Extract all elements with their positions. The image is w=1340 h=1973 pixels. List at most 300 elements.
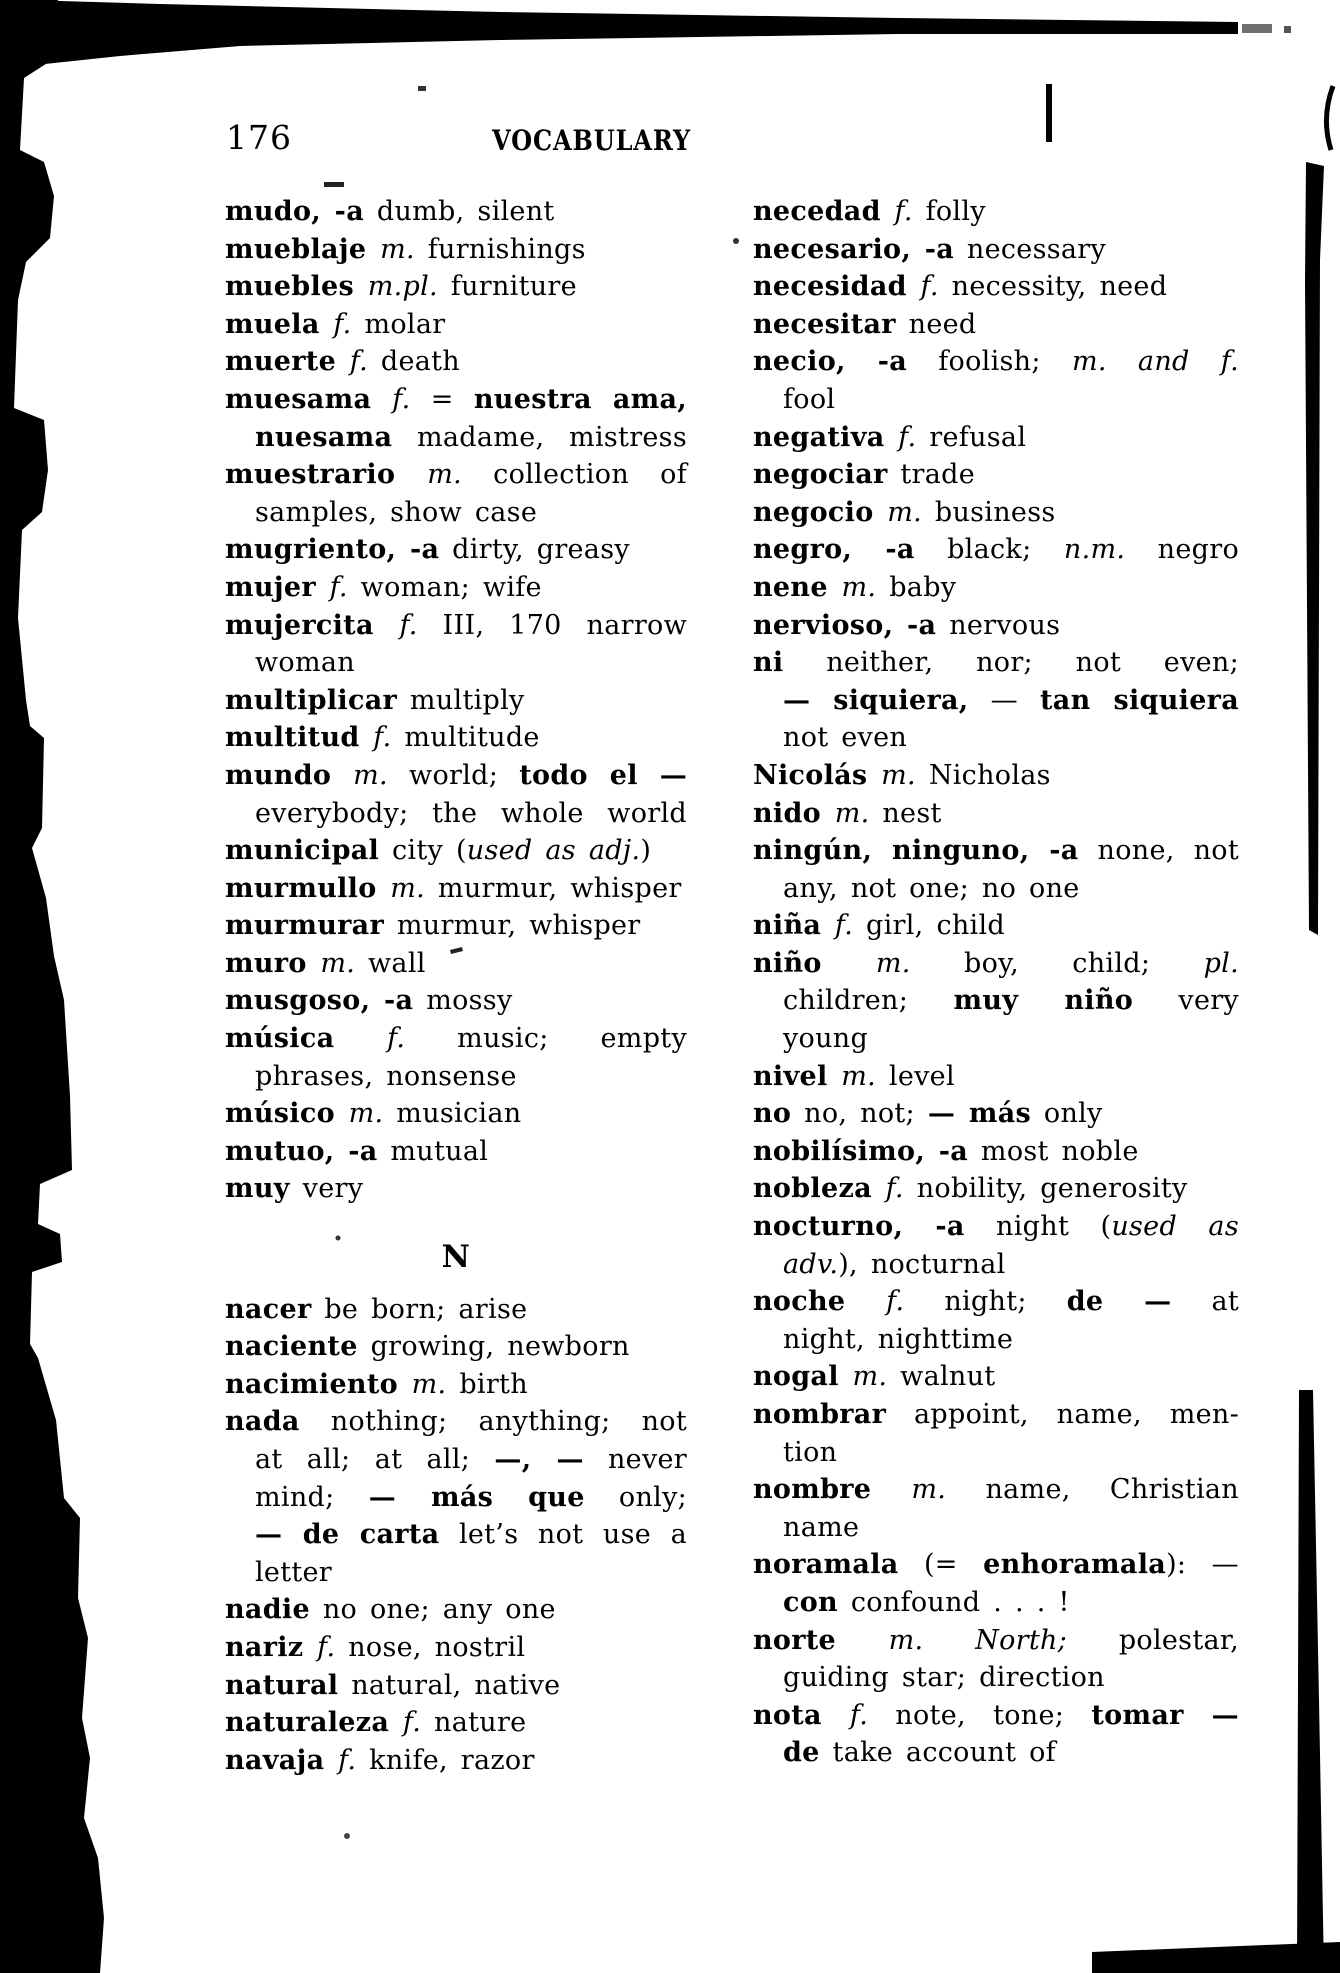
text-segment: f.	[885, 1173, 904, 1205]
text-segment: used as adj.	[466, 835, 641, 867]
text-segment: appoint, name, men-	[886, 1399, 1239, 1430]
text-segment: refusal	[916, 421, 1027, 453]
text-segment: nest	[869, 797, 942, 829]
scan-artifact-bottom-bar	[1092, 1942, 1340, 1973]
text-segment: very	[1133, 985, 1239, 1017]
entry-line	[753, 607, 1239, 645]
entry-line	[753, 1358, 1239, 1396]
entry-line	[753, 1208, 1239, 1246]
entry-line	[225, 1704, 687, 1742]
entry-line	[753, 1697, 1239, 1735]
text-segment: m.	[320, 947, 356, 979]
text-segment: negativa	[753, 421, 899, 453]
entry-line	[225, 1629, 687, 1667]
text-segment: nariz	[225, 1631, 318, 1663]
entry-continuation-line	[225, 644, 687, 682]
entry-line	[225, 1742, 687, 1780]
text-segment: de —	[1066, 1286, 1172, 1318]
text-segment: m.	[427, 459, 463, 491]
entry-line	[225, 907, 687, 945]
page-number: 176	[226, 118, 292, 157]
text-segment: =	[410, 383, 474, 415]
text-segment: name	[783, 1511, 860, 1543]
entry-continuation-line	[753, 1509, 1239, 1547]
text-segment: no	[753, 1098, 792, 1130]
text-segment: multiplicar	[225, 684, 398, 716]
text-segment: folly	[912, 196, 986, 227]
scan-artifact-right-line-lower	[1297, 1390, 1324, 1973]
text-segment: muebles	[225, 271, 368, 303]
text-segment: m.	[841, 1060, 877, 1092]
entry-line	[753, 569, 1239, 607]
text-segment: woman	[255, 647, 355, 679]
text-segment: tan siquiera	[1040, 684, 1239, 716]
scan-speck	[324, 182, 344, 187]
entry-continuation-line	[753, 1020, 1239, 1058]
entry-continuation-line	[753, 719, 1239, 757]
text-segment: f.	[317, 1631, 336, 1663]
text-segment: furnishings	[414, 233, 586, 265]
text-segment: walnut	[887, 1361, 996, 1393]
entry-line	[753, 1396, 1239, 1434]
text-segment: mundo	[225, 759, 354, 791]
text-segment: nogal	[753, 1361, 853, 1393]
text-segment: ningún, ninguno, -a	[753, 835, 1079, 867]
entry-line	[753, 268, 1239, 306]
text-segment: niña	[753, 910, 835, 942]
entry-line	[225, 982, 687, 1020]
dictionary-column-left	[225, 193, 687, 1779]
text-segment: letter	[255, 1556, 332, 1588]
entry-continuation-line	[753, 1584, 1239, 1622]
scan-speck	[733, 238, 739, 244]
text-segment: f.	[333, 308, 352, 340]
entry-continuation-line	[753, 381, 1239, 419]
entry-line	[225, 1591, 687, 1629]
scan-artifact-header-tick	[1046, 84, 1052, 142]
text-segment: trade	[887, 459, 976, 491]
text-segment: everybody; the whole world	[255, 797, 687, 829]
text-segment: f.	[894, 196, 913, 227]
entry-continuation-line	[225, 1058, 687, 1096]
text-segment: nervous	[936, 609, 1061, 641]
text-segment: nacer	[225, 1293, 312, 1325]
text-segment: natural	[225, 1669, 339, 1701]
entry-line	[753, 832, 1239, 870]
text-segment: mugriento, -a	[225, 534, 440, 566]
text-segment: tomar —	[1091, 1699, 1239, 1731]
entry-continuation-line	[753, 1246, 1239, 1284]
text-segment: III, 170 narrow	[417, 609, 688, 641]
text-segment: mind;	[255, 1481, 369, 1513]
text-segment: night;	[904, 1286, 1067, 1318]
text-segment: nombre	[753, 1474, 912, 1506]
text-segment: woman; wife	[347, 571, 542, 603]
entry-continuation-line	[753, 1321, 1239, 1359]
entry-line	[225, 1020, 687, 1058]
text-segment: f.	[886, 1286, 905, 1318]
text-segment: at all; at all;	[255, 1444, 495, 1475]
entry-line	[225, 1328, 687, 1366]
text-segment: — más	[927, 1098, 1031, 1130]
entry-continuation-line	[753, 870, 1239, 908]
text-segment: used as	[1111, 1211, 1239, 1243]
text-segment: f.	[399, 609, 418, 641]
dictionary-column-right	[753, 193, 1239, 1772]
text-segment: fool	[783, 383, 836, 415]
entry-line	[225, 306, 687, 344]
text-segment: musgoso, -a	[225, 985, 414, 1017]
text-segment: girl, child	[853, 910, 1006, 942]
text-segment: n.m.	[1063, 534, 1126, 566]
text-segment: nose, nostril	[335, 1631, 526, 1663]
text-segment: )	[640, 835, 652, 867]
entry-line	[753, 1133, 1239, 1171]
text-segment: muestrario	[225, 459, 428, 491]
entry-line	[225, 1366, 687, 1404]
text-segment: children;	[783, 985, 954, 1017]
entry-line	[753, 419, 1239, 457]
text-segment: confound . . . !	[837, 1586, 1070, 1618]
text-segment: f.	[849, 1699, 869, 1731]
text-segment: no one; any one	[309, 1594, 556, 1626]
text-segment: mujer	[225, 571, 330, 603]
text-segment: f.	[834, 910, 854, 942]
entry-line	[225, 719, 687, 757]
text-segment: nervioso, -a	[753, 609, 937, 641]
text-segment: madame, mistress	[392, 421, 687, 453]
entry-line	[753, 644, 1239, 682]
text-segment: muy niño	[953, 985, 1134, 1017]
text-segment: business	[922, 496, 1056, 528]
entry-line	[225, 569, 687, 607]
text-segment: muro	[225, 947, 321, 979]
text-segment: nothing; anything; not	[299, 1406, 687, 1438]
text-segment: any, not one; no one	[783, 872, 1080, 904]
text-segment: necessity, need	[938, 271, 1168, 303]
text-segment: con	[783, 1586, 838, 1618]
text-segment: murmur, whisper	[425, 872, 682, 904]
entry-line	[225, 1403, 687, 1441]
text-segment: naciente	[225, 1331, 358, 1363]
text-segment	[923, 1625, 975, 1656]
text-segment: only;	[584, 1481, 688, 1513]
text-segment: m.	[834, 797, 870, 829]
entry-continuation-line	[753, 1659, 1239, 1697]
text-segment: nacimiento	[225, 1368, 412, 1400]
text-segment: nadie	[225, 1594, 310, 1626]
entry-line	[225, 1667, 687, 1705]
entry-line	[753, 306, 1239, 344]
entry-continuation-line	[753, 982, 1239, 1020]
text-segment: music; empty	[405, 1023, 687, 1055]
text-segment: adv.	[783, 1248, 839, 1280]
text-segment: multitude	[391, 722, 540, 754]
entry-line	[225, 1095, 687, 1133]
text-segment: neither, nor; not even;	[783, 647, 1239, 679]
text-segment: negocio	[753, 496, 888, 528]
text-segment: f.	[392, 383, 411, 415]
entry-line	[225, 607, 687, 645]
entry-line	[753, 1471, 1239, 1509]
text-segment: nada	[225, 1406, 300, 1438]
text-segment: wall	[355, 947, 426, 979]
scan-artifact-top-bar-dash	[1242, 24, 1272, 33]
text-segment: growing, newborn	[357, 1331, 630, 1363]
text-segment: ni	[753, 647, 784, 679]
text-segment: negro	[1125, 534, 1239, 566]
text-segment: música	[225, 1023, 388, 1055]
text-segment: never	[583, 1444, 687, 1475]
text-segment: Nicholas	[915, 759, 1051, 791]
entry-line	[753, 231, 1239, 269]
text-segment: negro, -a	[753, 534, 915, 566]
scan-speck	[344, 1833, 350, 1839]
section-heading: N	[441, 1239, 471, 1276]
text-segment: musician	[383, 1098, 522, 1130]
text-segment: take account of	[819, 1737, 1056, 1769]
text-segment: black;	[914, 534, 1064, 566]
entry-line	[753, 1058, 1239, 1096]
text-segment: —	[968, 684, 1041, 716]
entry-continuation-line	[753, 682, 1239, 720]
text-segment: phrases, nonsense	[255, 1060, 517, 1092]
text-segment: muela	[225, 308, 334, 340]
text-segment: (=	[898, 1549, 984, 1581]
text-segment: necedad	[753, 196, 895, 227]
text-segment: young	[783, 1023, 869, 1055]
text-segment: nuesama	[255, 421, 393, 453]
text-segment: murmur, whisper	[383, 910, 641, 942]
text-segment: nobility, generosity	[903, 1173, 1188, 1205]
text-segment: murmullo	[225, 872, 391, 904]
entry-line	[753, 1095, 1239, 1133]
scan-artifact-corner-mark	[1326, 86, 1333, 150]
text-segment: muesama	[225, 383, 393, 415]
text-segment: nobilísimo, -a	[753, 1135, 969, 1167]
text-segment: necesitar	[753, 308, 896, 340]
text-segment: f.	[920, 271, 939, 303]
text-segment: night (	[964, 1211, 1112, 1243]
text-segment: — siquiera,	[783, 684, 969, 716]
text-segment: f.	[898, 421, 917, 453]
text-segment: level	[876, 1060, 955, 1092]
entry-line	[753, 193, 1239, 231]
text-segment: muerte	[225, 346, 350, 378]
text-segment: none, not	[1078, 835, 1239, 867]
text-segment: dumb, silent	[364, 196, 555, 227]
text-segment: mudo, -a	[225, 196, 364, 227]
text-segment: músico	[225, 1098, 349, 1130]
text-segment: mujercita	[225, 609, 400, 641]
text-segment: need	[895, 308, 977, 340]
text-segment: at	[1171, 1286, 1239, 1318]
text-segment: mutuo, -a	[225, 1135, 378, 1167]
text-segment: name, Christian	[946, 1474, 1239, 1506]
entry-line	[753, 1622, 1239, 1660]
entry-line	[225, 1291, 687, 1329]
entry-continuation-line	[753, 1434, 1239, 1472]
entry-line	[225, 757, 687, 795]
entry-line	[753, 343, 1239, 381]
text-segment: de	[783, 1737, 820, 1769]
text-segment: navaja	[225, 1744, 339, 1776]
text-segment: tion	[783, 1436, 838, 1468]
text-segment: no, not;	[791, 1098, 928, 1130]
text-segment: mutual	[377, 1135, 489, 1167]
text-segment: m.	[852, 1361, 888, 1393]
text-segment: knife, razor	[356, 1744, 535, 1776]
text-segment: f.	[373, 722, 392, 754]
text-segment: Nicolás	[753, 759, 882, 791]
text-segment: boy, child;	[910, 947, 1204, 979]
text-segment: f.	[338, 1744, 357, 1776]
text-segment: polestar,	[1067, 1624, 1240, 1656]
text-segment: m.	[841, 571, 877, 603]
text-segment: f.	[349, 346, 368, 378]
text-segment: todo el —	[519, 759, 687, 791]
text-segment: — más que	[368, 1481, 585, 1513]
entry-line	[225, 945, 687, 983]
text-segment: m.	[887, 496, 922, 528]
text-segment: nocturno, -a	[753, 1211, 965, 1243]
text-segment: ), nocturnal	[838, 1248, 1006, 1280]
text-segment: very	[289, 1173, 364, 1205]
text-segment: m.	[875, 947, 911, 979]
text-segment: collection of	[462, 459, 687, 491]
text-segment: ): —	[1166, 1549, 1239, 1581]
text-segment: niño	[753, 947, 876, 979]
text-segment: dirty, greasy	[439, 534, 630, 566]
text-segment: necesario, -a	[753, 233, 955, 265]
text-segment: f.	[329, 571, 348, 603]
text-segment: —, —	[494, 1444, 584, 1475]
text-segment: nuestra ama,	[473, 383, 687, 415]
entry-line	[753, 494, 1239, 532]
entry-line	[225, 381, 687, 419]
text-segment: m.	[390, 872, 426, 904]
entry-line	[225, 193, 687, 231]
text-segment: m. and f.	[1071, 346, 1239, 378]
text-segment: noche	[753, 1286, 887, 1318]
text-segment: mueblaje	[225, 233, 381, 265]
entry-line	[225, 231, 687, 269]
text-segment: mossy	[413, 985, 513, 1017]
entry-continuation-line	[225, 1479, 687, 1517]
scan-artifact-left-gutter	[0, 0, 104, 1973]
entry-continuation-line	[225, 1441, 687, 1479]
entry-continuation-line	[753, 1734, 1239, 1772]
text-segment: m.	[348, 1098, 384, 1130]
entry-continuation-line	[225, 494, 687, 532]
entry-continuation-line	[225, 1554, 687, 1592]
entry-line	[225, 1170, 687, 1208]
entry-line	[753, 907, 1239, 945]
text-segment: f.	[387, 1023, 406, 1055]
text-segment: nobleza	[753, 1173, 886, 1205]
text-segment: North;	[975, 1624, 1068, 1656]
text-segment: birth	[446, 1368, 528, 1400]
text-segment: necesidad	[753, 271, 921, 303]
text-segment: pl.	[1203, 947, 1239, 979]
entry-line	[225, 343, 687, 381]
text-segment: multitud	[225, 722, 374, 754]
text-segment: enhoramala	[983, 1549, 1167, 1581]
text-segment: nido	[753, 797, 835, 829]
entry-line	[753, 456, 1239, 494]
entry-line	[225, 1133, 687, 1171]
entry-line	[225, 456, 687, 494]
text-segment: m.	[411, 1368, 447, 1400]
text-segment: only	[1031, 1098, 1103, 1130]
text-segment: baby	[876, 571, 957, 603]
text-segment: samples, show case	[255, 496, 538, 528]
text-segment: most noble	[968, 1135, 1139, 1167]
scan-artifact-top-bar-dot	[1284, 26, 1291, 33]
text-segment: be born; arise	[311, 1293, 528, 1325]
entry-line	[753, 1170, 1239, 1208]
text-segment: nature	[421, 1707, 527, 1739]
entry-continuation-line	[225, 795, 687, 833]
entry-continuation-line	[225, 419, 687, 457]
entry-line	[753, 945, 1239, 983]
text-segment: nombrar	[753, 1399, 887, 1430]
text-segment: m.	[353, 759, 388, 791]
entry-line	[753, 1546, 1239, 1584]
text-segment: nivel	[753, 1060, 842, 1092]
text-segment: murmurar	[225, 910, 384, 942]
text-segment: m.	[888, 1624, 924, 1656]
text-segment: m.	[380, 233, 415, 265]
entry-line	[753, 1283, 1239, 1321]
text-segment: noramala	[753, 1549, 899, 1581]
entry-line	[225, 870, 687, 908]
text-segment: negociar	[753, 459, 888, 491]
text-segment: f.	[402, 1707, 422, 1739]
entry-continuation-line	[225, 1516, 687, 1554]
text-segment: foolish;	[907, 346, 1072, 378]
text-segment: molar	[351, 308, 446, 340]
text-segment: natural, native	[338, 1669, 561, 1701]
text-segment: furniture	[437, 271, 577, 303]
entry-line	[753, 795, 1239, 833]
text-segment: muy	[225, 1173, 290, 1205]
text-segment: let’s not use a	[439, 1519, 687, 1551]
text-segment: nota	[753, 1699, 850, 1731]
entry-line	[753, 531, 1239, 569]
text-segment: m.	[911, 1474, 947, 1506]
text-segment: municipal	[225, 835, 380, 867]
text-segment: multiply	[397, 684, 525, 716]
scan-artifact-top-bar	[26, 0, 1238, 66]
text-segment: m.	[881, 759, 916, 791]
scan-artifact-right-line-upper	[1305, 162, 1324, 935]
entry-line	[225, 268, 687, 306]
text-segment: death	[367, 346, 460, 378]
entry-line	[225, 832, 687, 870]
text-segment: norte	[753, 1624, 889, 1656]
entry-line	[225, 682, 687, 720]
text-segment: city (	[379, 835, 467, 867]
text-segment: not even	[783, 722, 908, 754]
text-segment: guiding star; direction	[783, 1662, 1105, 1694]
scan-speck	[418, 86, 426, 91]
text-segment: naturaleza	[225, 1707, 403, 1739]
text-segment: note, tone;	[868, 1699, 1092, 1731]
page-header: VOCABULARY	[492, 124, 692, 157]
text-segment: night, nighttime	[783, 1323, 1014, 1355]
text-segment: necio, -a	[753, 346, 908, 378]
